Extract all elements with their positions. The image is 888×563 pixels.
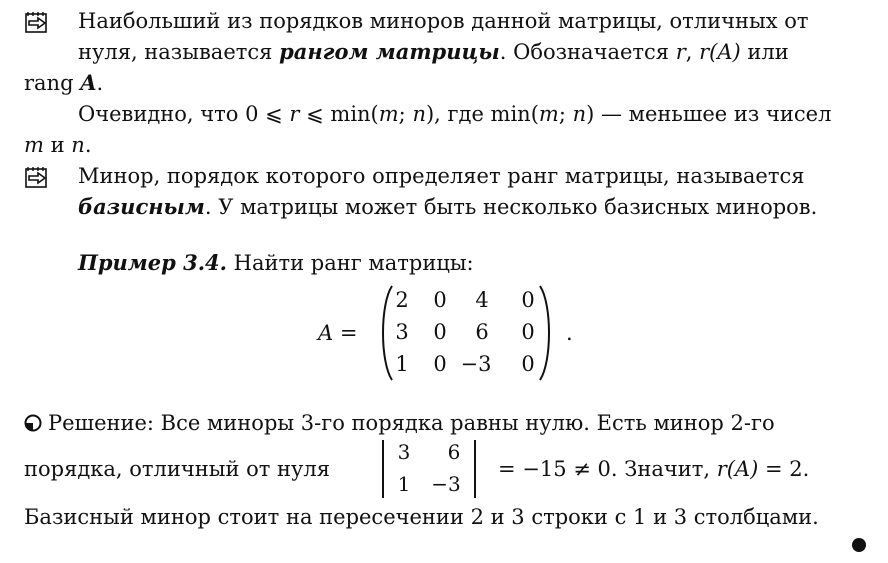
example-label: Пример 3.4.: [78, 250, 227, 275]
rank-definition-line-3: [24, 70, 103, 96]
math-r: r: [675, 40, 686, 64]
text-span: .: [84, 133, 92, 157]
obvious-line-2: [24, 132, 92, 158]
text-span: . Обозначается: [499, 40, 676, 64]
matrix-cell: 0: [433, 352, 447, 376]
basis-definition-line-1: Минор, порядок которого определяет ранг матрицы, называется: [78, 164, 805, 188]
solution-line-1: Решение: Все миноры 3-го порядка равны нулю. Есть минор 2-го: [48, 411, 775, 435]
det-right-bar: [474, 440, 476, 498]
matrix-cell: 1: [395, 352, 409, 376]
definition-arrow-icon: [24, 165, 50, 189]
text-span: ,: [685, 40, 700, 64]
matrix-cell: 4: [475, 288, 489, 312]
matrix-period: .: [566, 321, 573, 345]
matrix-cell: 2: [395, 288, 409, 312]
det-cell: 3: [397, 440, 411, 464]
matrix-cell: 3: [395, 320, 409, 344]
term-rank-of-matrix: рангом матрицы: [279, 39, 500, 64]
matrix-lhs: A =: [318, 321, 358, 345]
math-n: n: [71, 133, 85, 157]
solution-line-2-end: [498, 456, 809, 482]
math-r: r: [289, 102, 300, 126]
text-span: rang: [24, 71, 81, 95]
text-span: ), где min(: [425, 102, 539, 126]
solution-circle-icon: [24, 414, 42, 432]
minor-determinant: [382, 438, 476, 500]
text-span: ) — меньшее из чисел: [586, 102, 832, 126]
matrix-cell: 0: [433, 320, 447, 344]
matrix-cell: 0: [433, 288, 447, 312]
det-cell: 6: [447, 440, 461, 464]
math-rA: r(A): [699, 40, 741, 64]
text-span: = 2.: [758, 457, 810, 481]
text-span: = −15 ≠ 0. Значит,: [498, 457, 717, 481]
solution-line-2-start: порядка, отличный от нуля: [24, 457, 330, 481]
math-rA: r(A): [716, 457, 759, 481]
math-m: m: [378, 102, 399, 126]
det-cell: 1: [397, 472, 411, 496]
solution-line-3: Базисный минор стоит на пересечении 2 и 3 строки с 1 и 3 столбцами.: [24, 505, 819, 529]
matrix-cell: −3: [460, 352, 492, 376]
rank-definition-line-1: Наибольший из порядков миноров данной матрицы, отличных от: [78, 9, 809, 33]
math-n: n: [572, 102, 587, 126]
math-m: m: [538, 102, 559, 126]
text-span: .: [96, 71, 104, 95]
text-span: и: [43, 133, 72, 157]
matrix-cell: 6: [475, 320, 489, 344]
definition-arrow-icon: [24, 10, 50, 34]
text-span: ⩽ min(: [299, 102, 379, 126]
basis-definition-line-2: [78, 194, 817, 220]
end-of-solution-dot: [852, 538, 866, 552]
det-cell: −3: [431, 472, 461, 496]
text-span: нуля, называется: [78, 40, 280, 64]
matrix-A: [378, 284, 554, 382]
term-basis-minor: базисным: [78, 194, 205, 219]
matrix-cell: 0: [521, 352, 535, 376]
matrix-cell: 0: [521, 288, 535, 312]
rank-definition-line-2: [78, 39, 789, 65]
math-n: n: [412, 102, 426, 126]
example-text: Найти ранг матрицы:: [226, 251, 474, 275]
math-m: m: [24, 133, 44, 157]
text-span: Очевидно, что 0 ⩽: [78, 102, 290, 126]
matrix-cell: 0: [521, 320, 535, 344]
text-span: или: [740, 40, 789, 64]
math-A: A: [80, 70, 97, 95]
text-span: ;: [558, 102, 573, 126]
text-span: . У матрицы может быть несколько базисных миноров.: [204, 195, 818, 219]
example-heading: [78, 250, 474, 276]
text-span: ;: [398, 102, 413, 126]
obvious-line-1: [78, 101, 831, 127]
